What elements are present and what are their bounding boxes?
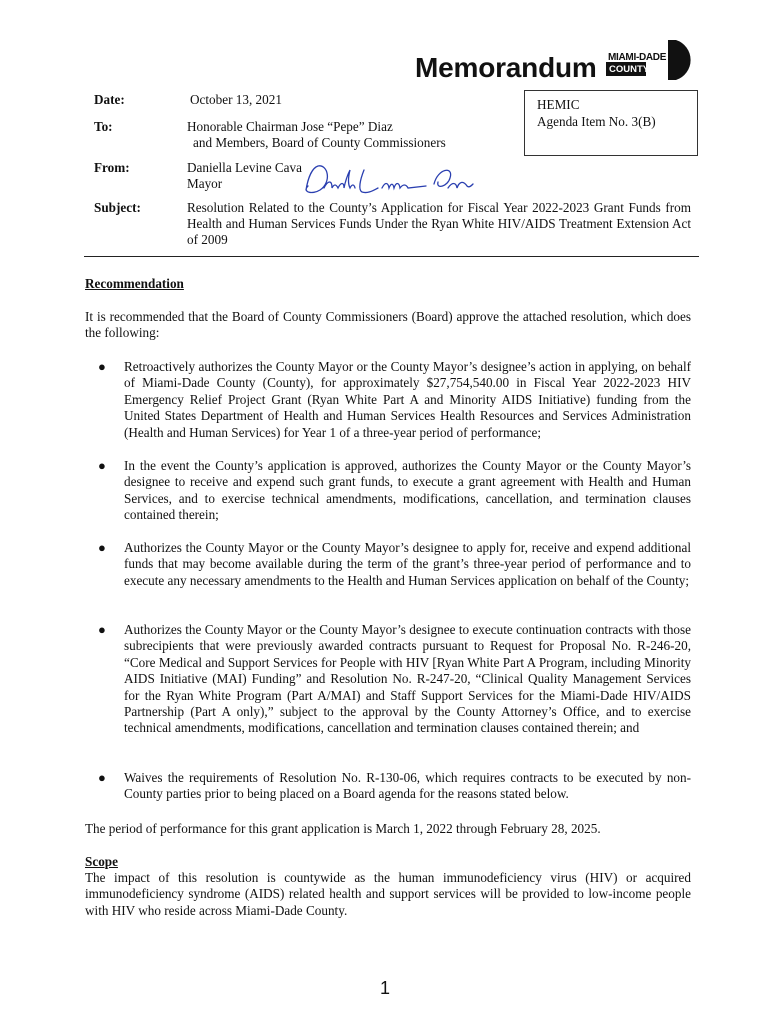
recommendation-heading: Recommendation — [85, 276, 184, 291]
date-value: October 13, 2021 — [190, 92, 282, 107]
scope-text: The impact of this resolution is countywide as the human immunodeficiency virus (HIV) or acquired immunodeficiency syndrome (AIDS) related health and support services will be provided to low-income people with HIV who reside across Miami-Dade County. — [85, 870, 691, 918]
subject-label: Subject: — [94, 200, 141, 215]
period-of-performance: The period of performance for this grant application is March 1, 2022 through February 28, 2025. — [85, 821, 601, 836]
list-item — [98, 359, 691, 441]
from-line-1: Daniella Levine Cava — [187, 160, 302, 175]
header-divider — [84, 256, 699, 257]
list-item — [98, 540, 691, 589]
to-line-2: and Members, Board of County Commissioners — [193, 135, 446, 150]
page-number: 1 — [379, 978, 390, 998]
list-item-text: Authorizes the County Mayor or the County Mayor’s designee to execute continuation contracts with those subrecipients that were previously awarded contracts pursuant to Request for Proposal No. R-246-20, “Core Medical and Support Services for People with HIV [Ryan White Part A Program, including Minority AIDS Initiative (MAI) Funding” and Resolution No. R-247-20, “Clinical Quality Management Services for the Ryan White Program (Part A/MAI) and Staff Support Services for the Miami-Dade HIV/AIDS Partnership (Part A only),” subject to the approval by the County Attorney’s Office, and to exercise technical amendments, modifications, cancellation and termination clauses contained therein; and — [124, 622, 691, 736]
signature — [298, 160, 478, 202]
logo-text-bottom: COUNTY — [609, 64, 650, 75]
list-item — [98, 770, 691, 803]
date-label: Date: — [94, 92, 125, 107]
agenda-committee: HEMIC — [537, 97, 580, 112]
recommendation-intro: It is recommended that the Board of County Commissioners (Board) approve the attached resolution, which does the following: — [85, 309, 691, 341]
bullet-icon: ● — [98, 458, 106, 473]
subject-value: Resolution Related to the County’s Application for Fiscal Year 2022-2023 Grant Funds from Health and Human Services Funds Under the Ryan White HIV/AIDS Treatment Extension Act of 2009 — [187, 200, 691, 247]
scope-heading: Scope — [85, 854, 118, 869]
bullet-icon: ● — [98, 770, 106, 785]
list-item — [98, 622, 691, 737]
logo-text-top: MIAMI-DADE — [608, 52, 667, 63]
list-item-text: Waives the requirements of Resolution No. R-130-06, which requires contracts to be executed by non-County parties prior to being placed on a Board agenda for the reasons stated below. — [124, 770, 691, 802]
to-label: To: — [94, 119, 113, 134]
agenda-box — [524, 90, 698, 156]
list-item-text: Authorizes the County Mayor or the County Mayor’s designee to apply for, receive and expend additional funds that may become available during the term of the grant’s three-year period of performance and to execute any necessary amendments to the Health and Human Services application on behalf of the County; — [124, 540, 691, 588]
bullet-icon: ● — [98, 359, 106, 374]
to-line-1: Honorable Chairman Jose “Pepe” Diaz — [187, 119, 393, 134]
list-item-text: In the event the County’s application is approved, authorizes the County Mayor or the County Mayor’s designee to receive and expend such grant funds, to execute a grant agreement with Health and Human Services, and to exercise technical amendments, modifications, cancellation, and termination clauses contained therein; — [124, 458, 691, 523]
agenda-item-number: Agenda Item No. 3(B) — [537, 114, 656, 129]
from-line-2: Mayor — [187, 176, 223, 191]
list-item — [98, 458, 691, 524]
memo-title: Memorandum — [415, 52, 597, 83]
from-label: From: — [94, 160, 130, 175]
list-item-text: Retroactively authorizes the County Mayor or the County Mayor’s designee’s action in applying, on behalf of Miami-Dade County (County), for approximately $27,754,540.00 in Fiscal Year 2022-2023 HIV Emergency Relief Project Grant (Ryan White Part A and Minority AIDS Initiative) funding from the United States Department of Health and Human Services Health Resources and Services Administration (Health and Human Services) for Year 1 of a three-year period of performance; — [124, 359, 691, 440]
bullet-icon: ● — [98, 540, 106, 555]
bullet-icon: ● — [98, 622, 106, 637]
